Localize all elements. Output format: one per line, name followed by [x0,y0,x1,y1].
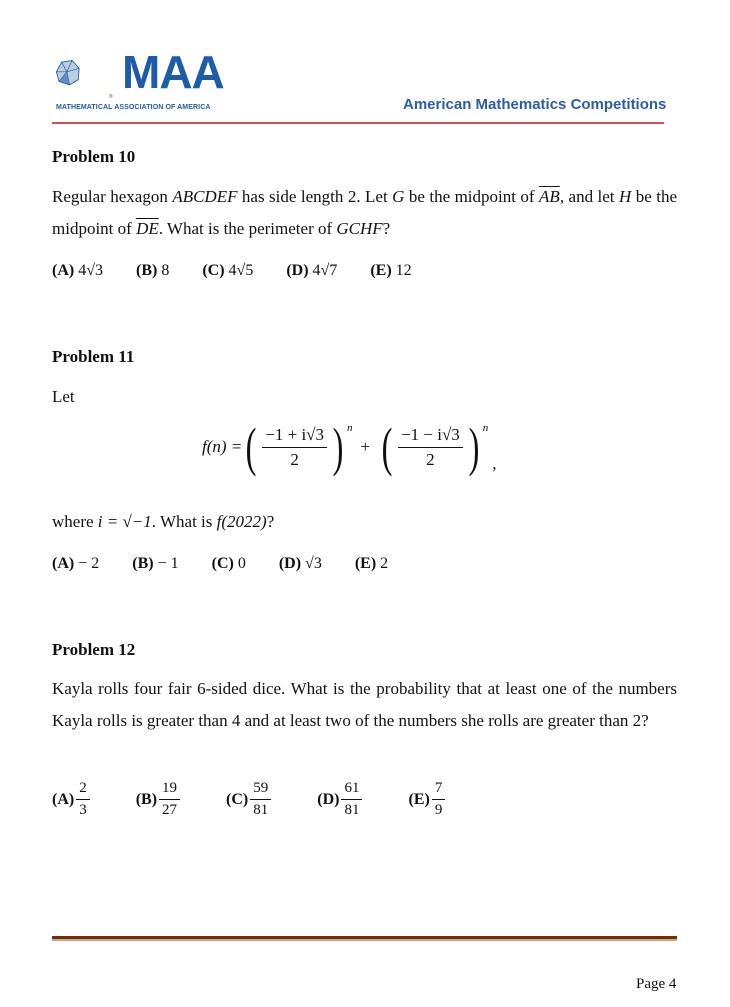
text: where [52,512,98,531]
math: f(2022) [216,512,267,531]
answer-choice [132,555,178,573]
math-segment: $\overline{AB}$ [539,187,560,206]
choice-value: 0 [237,555,246,572]
choice-label: (C) [202,262,225,279]
fraction [341,780,362,819]
maa-logo-text: MAA [122,46,224,98]
text: . What is [151,512,217,531]
answer-choice [408,780,447,819]
choice-label: (B) [136,262,158,279]
choice-value: − 2 [78,555,100,572]
math-segment: $\overline{DE}$ [136,219,159,238]
text: , and let [559,187,619,206]
denominator: 2 [290,449,299,469]
maa-logo-subtitle: MATHEMATICAL ASSOCIATION OF AMERICA [56,104,211,111]
choice-value: 12 [395,262,412,279]
numerator: 2 [76,780,90,800]
problem-11-formula [202,417,497,477]
numerator: −1 − i√3 [398,425,463,448]
denominator: 27 [162,802,178,818]
math: GCHF [336,219,383,238]
formula-lhs: f(n) = [202,437,243,456]
denominator: 9 [434,802,443,818]
answer-choice [370,262,411,280]
math: ABCDEF [172,187,238,206]
right-paren: ) [468,417,480,477]
problem-12-text: Kayla rolls four fair 6-sided dice. What is the probability that at least one of the numbers Kayla rolls is greater than 4 and at least two of the numbers she rolls are greater than 2? [52,679,677,730]
problem-10-title: Problem 10 [52,147,136,166]
choice-label: (B) [132,555,154,572]
exponent: n [482,422,489,434]
denominator: 2 [426,449,435,469]
registered-mark: ® [109,94,113,100]
answer-choice [317,780,364,819]
choice-value: − 1 [157,555,179,572]
denominator: 3 [79,802,87,818]
math: H [618,187,632,206]
answer-choice [226,780,273,819]
problem-10-text [52,181,677,245]
choice-label: (C) [226,790,249,808]
text: Regular hexagon [52,187,173,206]
text: ? [266,512,275,531]
text: be the midpoint of [404,187,540,206]
exponent: n [346,422,353,434]
denominator: 81 [344,802,360,818]
fraction [432,780,446,819]
choice-value: 4√5 [228,262,254,279]
choice-label: (D) [317,790,340,808]
answer-choice [136,780,182,819]
comma: , [492,454,497,473]
choice-label: (E) [408,790,430,808]
numerator: −1 + i√3 [262,425,327,448]
answer-choice [212,555,246,573]
choice-label: (E) [370,262,392,279]
answer-choice [52,780,92,819]
problem-12-choices [52,780,491,819]
problem-10-choices [52,262,445,280]
answer-choice [279,555,322,573]
fraction [159,780,180,819]
text: ? [382,219,391,238]
choice-label: (A) [52,790,75,808]
choice-value: 4√3 [78,262,103,279]
page-number: Page 4 [636,976,677,992]
fraction [398,425,463,470]
right-paren: ) [332,417,344,477]
answer-choice [202,262,253,280]
choice-label: (C) [211,555,234,572]
problem-12-title: Problem 12 [52,640,136,659]
choice-label: (D) [278,555,302,572]
left-paren: ( [381,417,393,477]
fraction [250,780,271,819]
answer-choice [136,262,169,280]
choice-label: (E) [354,555,377,572]
numerator: 19 [159,780,180,800]
problem-11-choices [52,555,421,573]
choice-label: (B) [135,790,158,808]
fraction [76,780,90,819]
problem-11-intro: Let [52,387,75,406]
numerator: 59 [250,780,271,800]
text: be the midpoint of [52,187,677,238]
numerator: 61 [341,780,362,800]
choice-value: 4√7 [312,262,338,279]
numerator: 7 [432,780,446,800]
left-paren: ( [245,417,257,477]
answer-choice [52,262,103,280]
problem-11-text [52,506,677,538]
plus-sign: + [360,437,371,456]
math: G [392,187,405,206]
text: has side length 2. Let [237,187,393,206]
choice-value: √3 [305,555,322,572]
choice-label: (A) [52,555,75,572]
text: . What is the perimeter of [158,219,337,238]
header-divider [52,122,664,124]
choice-value: 2 [380,555,389,572]
math: i = √−1 [97,512,152,531]
answer-choice [52,555,99,573]
amc-title: American Mathematics Competitions [403,96,667,113]
answer-choice [286,262,337,280]
denominator: 81 [253,802,269,818]
problem-11-title: Problem 11 [52,347,135,366]
choice-label: (A) [52,262,75,279]
answer-choice [355,555,388,573]
choice-value: 8 [161,262,170,279]
fraction [262,425,327,470]
footer-divider-accent [52,939,677,941]
choice-label: (D) [286,262,309,279]
